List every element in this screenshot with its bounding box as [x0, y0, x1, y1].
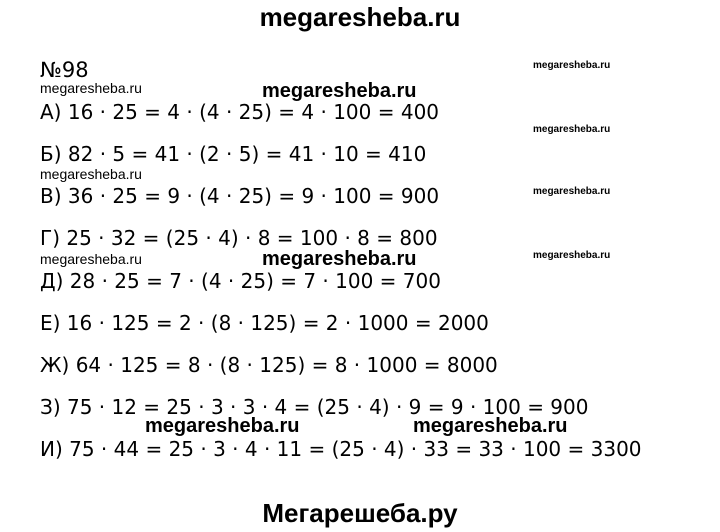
solution-line-e: Е) 16 · 125 = 2 · (8 · 125) = 2 · 1000 = 2000: [40, 311, 489, 335]
solution-line-z: З) 75 · 12 = 25 · 3 · 3 · 4 = (25 · 4) · 9 = 9 · 100 = 900: [40, 395, 589, 419]
solution-line-i: И) 75 · 44 = 25 · 3 · 4 · 11 = (25 · 4) · 33 = 33 · 100 = 3300: [40, 437, 642, 461]
watermark-tiny: megaresheba.ru: [533, 60, 611, 71]
solution-line-g: Г) 25 · 32 = (25 · 4) · 8 = 100 · 8 = 800: [40, 226, 438, 250]
watermark-tiny: megaresheba.ru: [533, 124, 611, 135]
watermark-small: megaresheba.ru: [40, 80, 142, 96]
watermark-tiny: megaresheba.ru: [533, 250, 611, 261]
watermark-big: megaresheba.ru: [262, 248, 417, 270]
header-watermark: megaresheba.ru: [259, 2, 461, 32]
watermark-big: megaresheba.ru: [413, 415, 568, 437]
footer-watermark: Мегарешеба.ру: [262, 498, 458, 528]
solution-line-d: Д) 28 · 25 = 7 · (4 · 25) = 7 · 100 = 700: [40, 269, 441, 293]
watermark-small: megaresheba.ru: [40, 251, 142, 267]
solution-line-zh: Ж) 64 · 125 = 8 · (8 · 125) = 8 · 1000 = 8000: [40, 353, 498, 377]
solution-line-a: А) 16 · 25 = 4 · (4 · 25) = 4 · 100 = 400: [40, 100, 440, 124]
problem-number: №98: [40, 58, 89, 82]
solution-line-b: Б) 82 · 5 = 41 · (2 · 5) = 41 · 10 = 410: [40, 142, 427, 166]
watermark-small: megaresheba.ru: [40, 166, 142, 182]
solution-line-v: В) 36 · 25 = 9 · (4 · 25) = 9 · 100 = 900: [40, 184, 440, 208]
watermark-big: megaresheba.ru: [145, 415, 300, 437]
watermark-big: megaresheba.ru: [262, 80, 417, 102]
watermark-tiny: megaresheba.ru: [533, 186, 611, 197]
